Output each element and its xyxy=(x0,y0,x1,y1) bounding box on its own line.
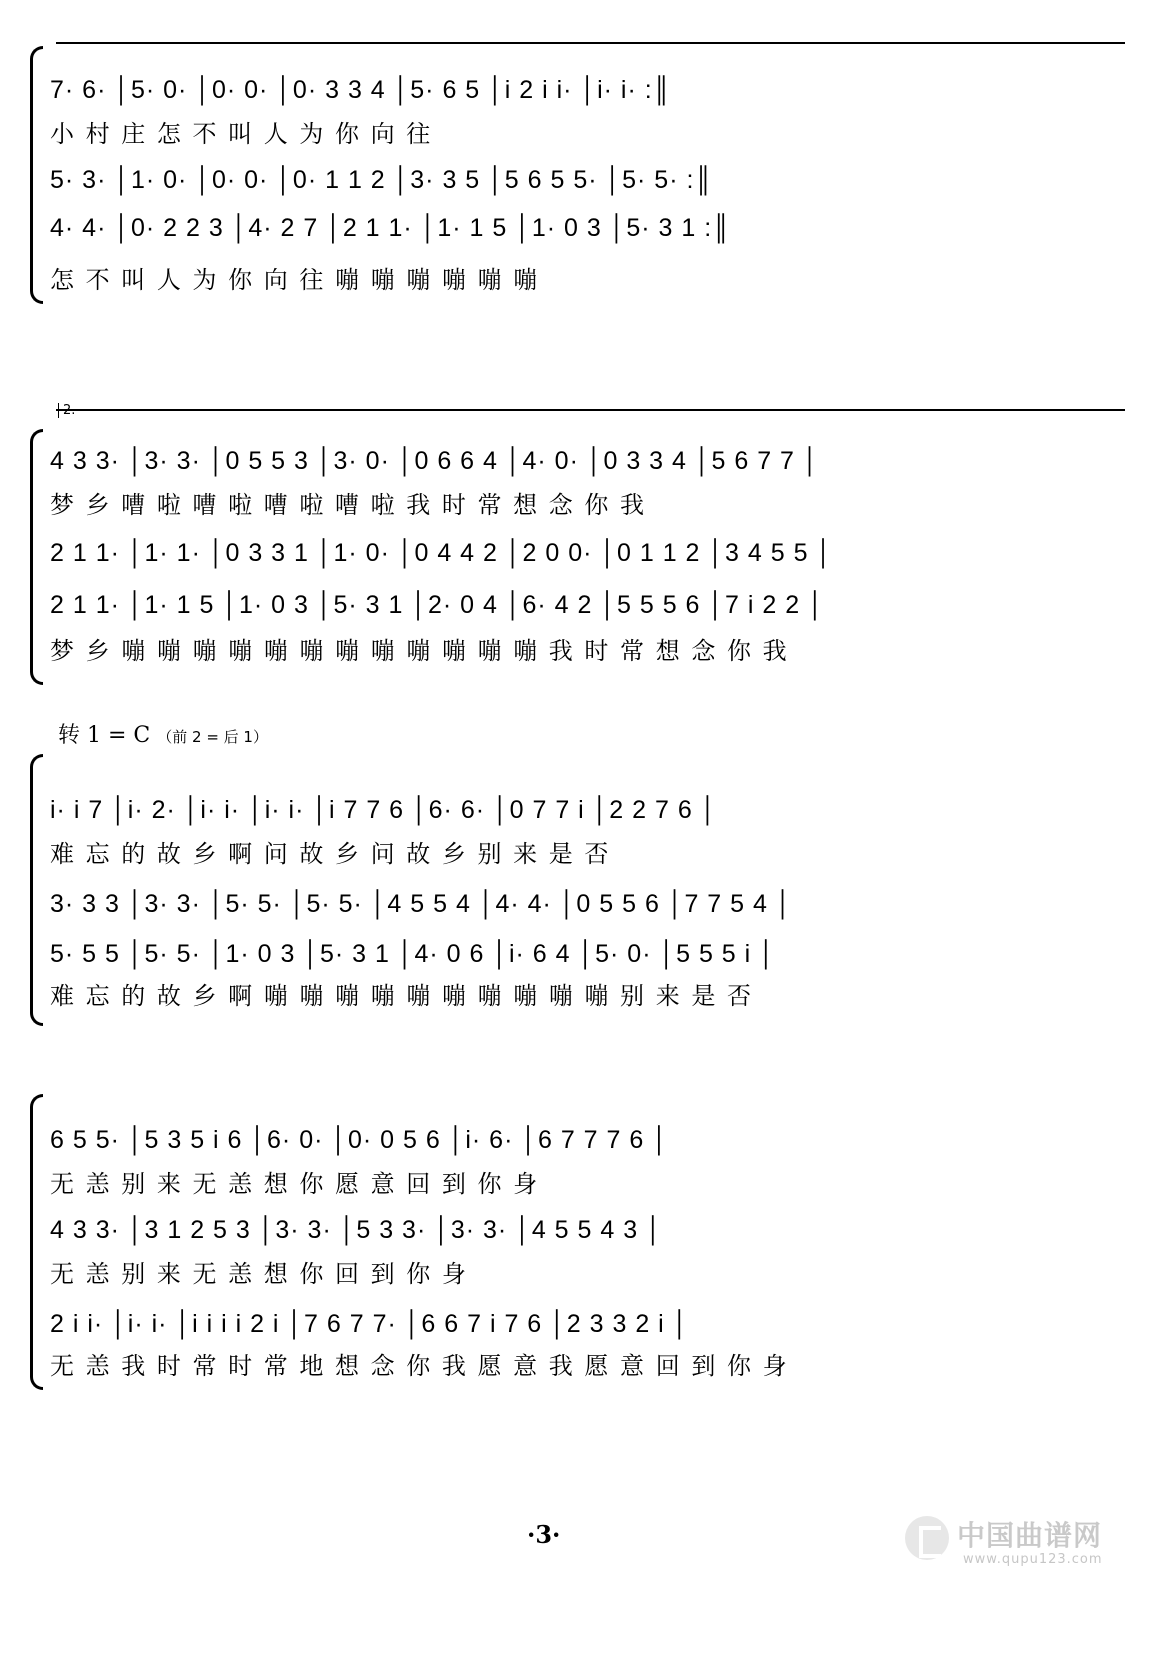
staff-top-line xyxy=(56,409,1125,411)
soprano-notes: i· i 7 │i· 2· │i· i· │i· i· │i 7 7 6 │6· 6· │0 7 7 i │2 2 7 6 │ xyxy=(50,796,718,824)
watermark-name: 中国曲谱网 xyxy=(957,1519,1103,1552)
alto-notes: 5· 3· │1· 0· │0· 0· │0· 1 1 2 │3· 3 5 │5 6 5 5· │5· 5· :║ xyxy=(50,166,714,194)
alto-notes: 2 1 1· │1· 1· │0 3 3 1 │1· 0· │0 4 4 2 │2 0 0· │0 1 1 2 │3 4 5 5 │ xyxy=(50,539,834,567)
key-change-label: 转 1 = C xyxy=(58,723,151,748)
lyrics-line: 梦 乡 嘣 嘣 嘣 嘣 嘣 嘣 嘣 嘣 嘣 嘣 嘣 嘣 我 时 常 想 念 你 我 xyxy=(50,637,789,665)
soprano-notes: 4 3 3· │3· 3· │0 5 5 3 │3· 0· │0 6 6 4 │4· 0· │0 3 3 4 │5 6 7 7 │ xyxy=(50,447,820,475)
bass-notes: 2 1 1· │1· 1 5 │1· 0 3 │5· 3 1 │2· 0 4 │6· 4 2 │5 5 5 6 │7 i 2 2 │ xyxy=(50,591,825,619)
lyrics-line: 无 恙 别 来 无 恙 想 你 回 到 你 身 xyxy=(50,1260,468,1288)
alto-notes: 4 3 3· │3 1 2 5 3 │3· 3· │5 3 3· │3· 3· │4 5 5 4 3 │ xyxy=(50,1216,663,1244)
system-bracket xyxy=(30,1094,43,1390)
lyrics-line: 无 恙 别 来 无 恙 想 你 愿 意 回 到 你 身 xyxy=(50,1170,540,1198)
site-logo-icon xyxy=(905,1516,949,1560)
soprano-notes: 6 5 5· │5 3 5 i 6 │6· 0· │0· 0 5 6 │i· 6· │6 7 7 7 6 │ xyxy=(50,1126,669,1154)
lyrics-line: 无 恙 我 时 常 时 常 地 想 念 你 我 愿 意 我 愿 意 回 到 你 身 xyxy=(50,1352,789,1380)
lyrics-line: 难 忘 的 故 乡 啊 嘣 嘣 嘣 嘣 嘣 嘣 嘣 嘣 嘣 嘣 别 来 是 否 xyxy=(50,982,753,1010)
system-bracket xyxy=(30,754,43,1026)
staff-top-line xyxy=(56,42,1125,44)
lyrics-line: 难 忘 的 故 乡 啊 问 故 乡 问 故 乡 别 来 是 否 xyxy=(50,840,611,868)
watermark xyxy=(905,1512,1145,1572)
bass-notes: 5· 5 5 │5· 5· │1· 0 3 │5· 3 1 │4· 0 6 │i· 6 4 │5· 0· │5 5 5 i │ xyxy=(50,940,776,968)
key-change-note: （前 2 = 后 1） xyxy=(157,728,268,746)
bass-notes: 4· 4· │0· 2 2 3 │4· 2 7 │2 1 1· │1· 1 5 │1· 0 3 │5· 3 1 :║ xyxy=(50,214,731,242)
alto-notes: 3· 3 3 │3· 3· │5· 5· │5· 5· │4 5 5 4 │4· 4· │0 5 5 6 │7 7 5 4 │ xyxy=(50,890,793,918)
page-number: ·3· xyxy=(527,1520,561,1549)
lyrics-line: 怎 不 叫 人 为 你 向 往 嘣 嘣 嘣 嘣 嘣 嘣 xyxy=(50,266,540,294)
lyrics-line: 小 村 庄 怎 不 叫 人 为 你 向 往 xyxy=(50,120,433,148)
watermark-url: www.qupu123.com xyxy=(963,1552,1103,1567)
volta-ending: 2. xyxy=(58,403,75,418)
bass-notes: 2 i i· │i· i· │i i i i 2 i │7 6 7 7· │6 6 7 i 7 6 │2 3 3 2 i │ xyxy=(50,1310,690,1338)
system-bracket xyxy=(30,429,43,685)
lyrics-line: 梦 乡 嘈 啦 嘈 啦 嘈 啦 嘈 啦 我 时 常 想 念 你 我 xyxy=(50,491,647,519)
soprano-notes: 7· 6· │5· 0· │0· 0· │0· 3 3 4 │5· 6 5 │i 2 i i· │i· i· :║ xyxy=(50,76,672,104)
key-change xyxy=(58,718,268,749)
system-bracket xyxy=(30,46,43,304)
